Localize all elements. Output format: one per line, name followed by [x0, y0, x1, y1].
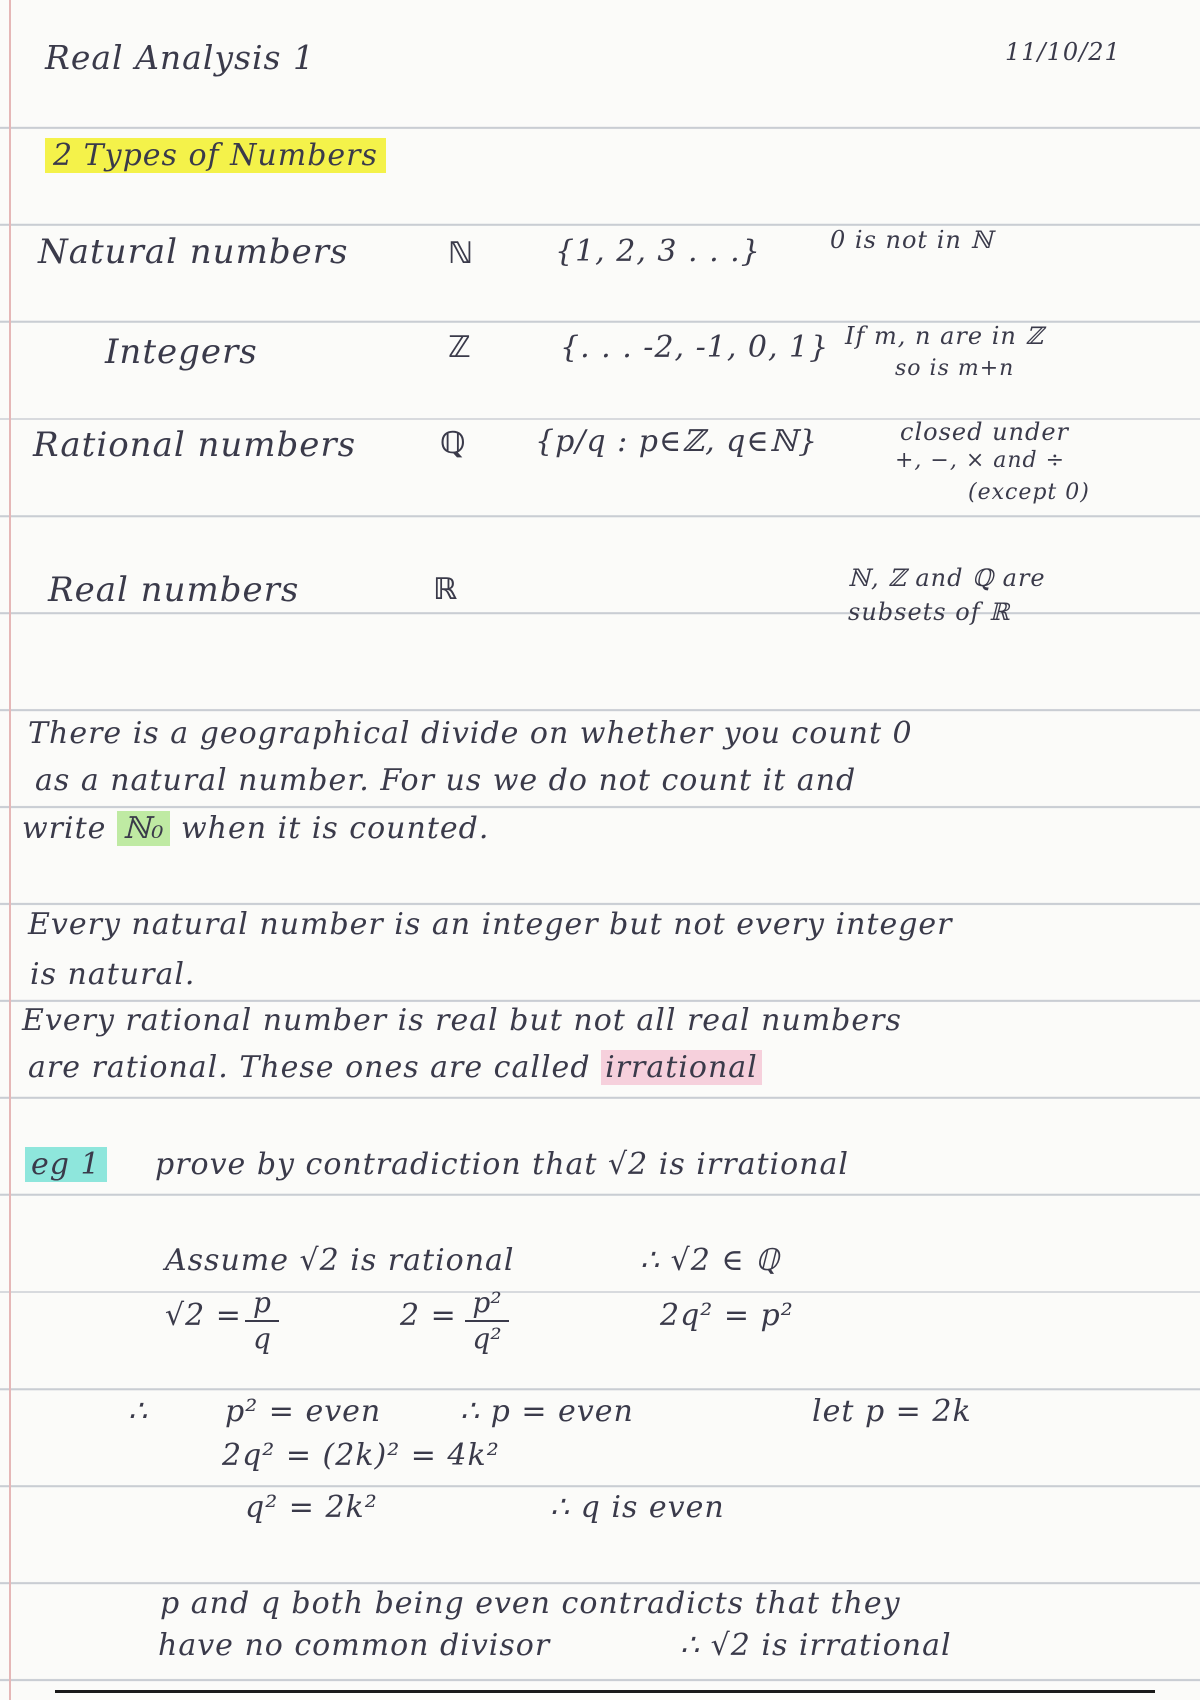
paragraph1-line3-post: when it is counted.	[180, 811, 490, 846]
naturals-zero-symbol: ℕ₀	[117, 811, 170, 846]
paragraph1-line3	[22, 811, 489, 846]
rationals-symbol: ℚ	[440, 426, 467, 461]
reals-note-line2: subsets of ℝ	[848, 598, 1011, 626]
rationals-note-line3: (except 0)	[968, 480, 1090, 505]
bottom-rule	[55, 1690, 1155, 1693]
irrational-word: irrational	[601, 1050, 762, 1085]
naturals-set: {1, 2, 3 . . .}	[555, 234, 761, 269]
proof-sqrt2-eq: √2 =	[165, 1298, 242, 1333]
proof-q2-2k2: q² = 2k²	[245, 1490, 378, 1525]
paragraph2-line4	[28, 1050, 762, 1085]
conclusion-line1: p and q both being even contradicts that they	[160, 1586, 901, 1621]
reals-label: Real numbers	[48, 570, 300, 610]
integers-note-line1: If m, n are in ℤ	[845, 322, 1044, 350]
conclusion-line2-pre: have no common divisor	[158, 1628, 551, 1663]
fraction-q2: q²	[472, 1322, 502, 1355]
conclusion-line2-post: ∴ √2 is irrational	[680, 1628, 952, 1663]
proof-let-p: let p = 2k	[812, 1394, 972, 1429]
integers-label: Integers	[105, 332, 258, 372]
integers-note-line2: so is m+n	[895, 356, 1015, 381]
rationals-note-line1: closed under	[900, 418, 1070, 446]
proof-p-even: ∴ p = even	[460, 1394, 634, 1429]
page-title: Real Analysis 1	[45, 38, 315, 77]
proof-p2-even: p² = even	[225, 1394, 382, 1429]
rationals-note-line2: +, −, × and ÷	[895, 448, 1066, 473]
proof-in-q: ∴ √2 ∈ ℚ	[640, 1243, 780, 1278]
page-date: 11/10/21	[1005, 38, 1121, 66]
section-heading	[45, 138, 386, 173]
example-label	[25, 1147, 107, 1182]
example-label-text: eg 1	[25, 1147, 107, 1182]
paragraph2-line4-pre: are rational. These ones are called	[28, 1050, 591, 1085]
proof-4k2: 2q² = (2k)² = 4k²	[222, 1438, 500, 1473]
integers-set: {. . . -2, -1, 0, 1}	[560, 330, 830, 365]
fraction-p-over-q	[245, 1288, 279, 1354]
paragraph2-line1: Every natural number is an integer but not every integer	[28, 907, 953, 942]
paragraph1-line2: as a natural number. For us we do not count it and	[35, 763, 857, 798]
rationals-label: Rational numbers	[33, 425, 357, 465]
fraction-q: q	[253, 1322, 271, 1355]
natural-numbers-label: Natural numbers	[38, 232, 349, 272]
proof-two-eq: 2 =	[400, 1298, 457, 1333]
therefore-symbol: ∴	[128, 1394, 149, 1429]
proof-2q2-eq-p2: 2q² = p²	[660, 1298, 794, 1333]
reals-symbol: ℝ	[433, 572, 459, 607]
proof-q-even: ∴ q is even	[550, 1490, 725, 1525]
fraction-p2: p²	[472, 1286, 502, 1319]
paragraph2-line2: is natural.	[30, 957, 196, 992]
integers-symbol: ℤ	[448, 330, 472, 365]
margin-line	[9, 0, 11, 1700]
example-statement: prove by contradiction that √2 is irrational	[155, 1147, 849, 1182]
reals-note-line1: ℕ, ℤ and ℚ are	[848, 564, 1046, 592]
fraction-p2-over-q2	[465, 1288, 509, 1354]
paragraph1-line3-pre: write	[22, 811, 107, 846]
paragraph2-line3: Every rational number is real but not all real numbers	[22, 1003, 902, 1038]
section-heading-text: 2 Types of Numbers	[45, 138, 386, 173]
fraction-p: p	[253, 1286, 271, 1319]
naturals-note: 0 is not in ℕ	[830, 226, 994, 254]
paragraph1-line1: There is a geographical divide on whether you count 0	[28, 716, 913, 751]
rationals-set: {p/q : p∈ℤ, q∈ℕ}	[535, 424, 819, 459]
naturals-symbol: ℕ	[448, 236, 475, 271]
proof-assume: Assume √2 is rational	[165, 1243, 515, 1278]
